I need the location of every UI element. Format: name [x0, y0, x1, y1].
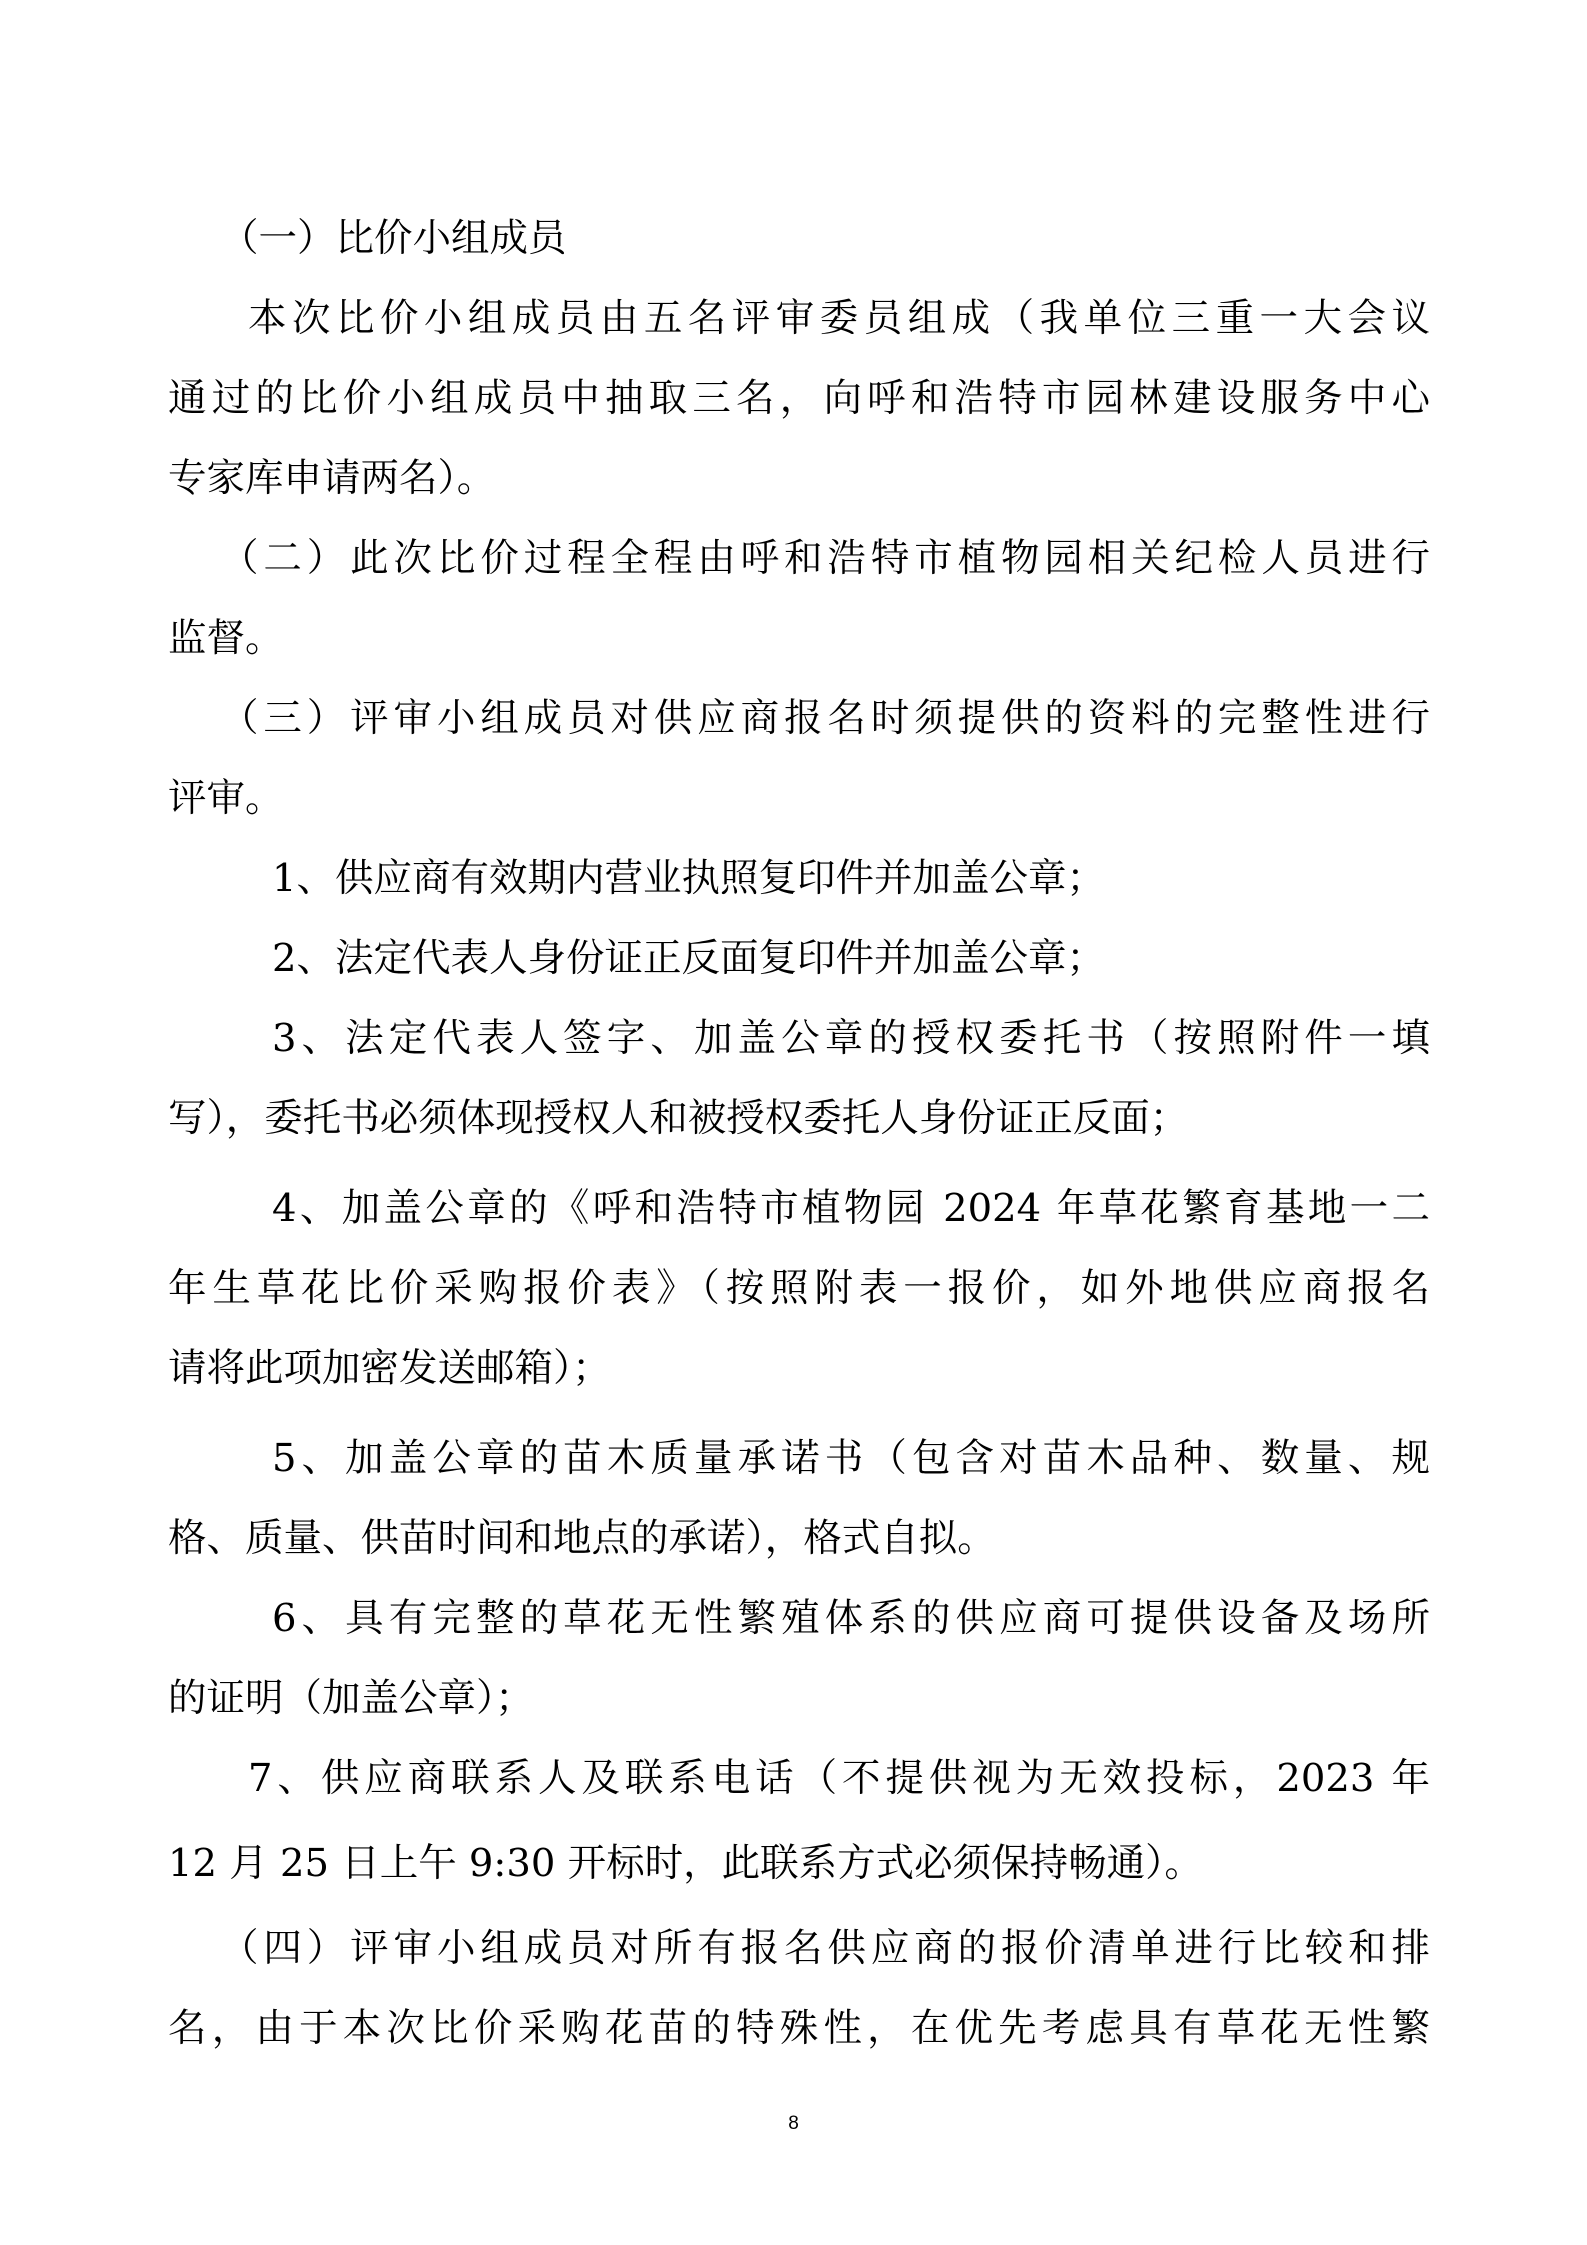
paragraph-line: 本次比价小组成员由五名评审委员组成（我单位三重一大会议: [248, 296, 1430, 341]
page-number: 8: [788, 2113, 799, 2134]
list-item-continuation: 的证明（加盖公章）；: [168, 1676, 534, 1721]
paragraph-line: （三）评审小组成员对供应商报名时须提供的资料的完整性进行: [220, 696, 1430, 741]
list-item-continuation: 写），委托书必须体现授权人和被授权委托人身份证正反面；: [168, 1096, 1189, 1141]
list-item-continuation: 格、质量、供苗时间和地点的承诺），格式自拟。: [168, 1516, 996, 1561]
paragraph-line: （四）评审小组成员对所有报名供应商的报价清单进行比较和排: [220, 1926, 1430, 1971]
heading-group-members: （一）比价小组成员: [220, 216, 567, 261]
list-item: 3、法定代表人签字、加盖公章的授权委托书（按照附件一填: [272, 1016, 1430, 1061]
paragraph-line: 专家库申请两名）。: [168, 456, 496, 501]
list-item-continuation: 12 月 25 日上午 9:30 开标时，此联系方式必须保持畅通）。: [168, 1841, 1203, 1886]
list-item: 7、供应商联系人及联系电话（不提供视为无效投标，2023 年: [248, 1756, 1430, 1801]
list-item: 6、具有完整的草花无性繁殖体系的供应商可提供设备及场所: [272, 1596, 1430, 1641]
paragraph-line: （二）此次比价过程全程由呼和浩特市植物园相关纪检人员进行: [220, 536, 1430, 581]
list-item: 2、法定代表人身份证正反面复印件并加盖公章；: [272, 936, 1105, 981]
list-item: 5、加盖公章的苗木质量承诺书（包含对苗木品种、数量、规: [272, 1436, 1430, 1481]
paragraph-line: 监督。: [168, 616, 284, 661]
paragraph-line: 名，由于本次比价采购花苗的特殊性，在优先考虑具有草花无性繁: [168, 2006, 1430, 2051]
list-item: 4、加盖公章的《呼和浩特市植物园 2024 年草花繁育基地一二: [272, 1186, 1430, 1231]
list-item-continuation: 请将此项加密发送邮箱）；: [168, 1346, 611, 1391]
paragraph-line: 通过的比价小组成员中抽取三名，向呼和浩特市园林建设服务中心: [168, 376, 1430, 421]
list-item-continuation: 年生草花比价采购报价表》（按照附表一报价，如外地供应商报名: [168, 1266, 1430, 1311]
paragraph-line: 评审。: [168, 776, 284, 821]
list-item: 1、供应商有效期内营业执照复印件并加盖公章；: [272, 856, 1105, 901]
